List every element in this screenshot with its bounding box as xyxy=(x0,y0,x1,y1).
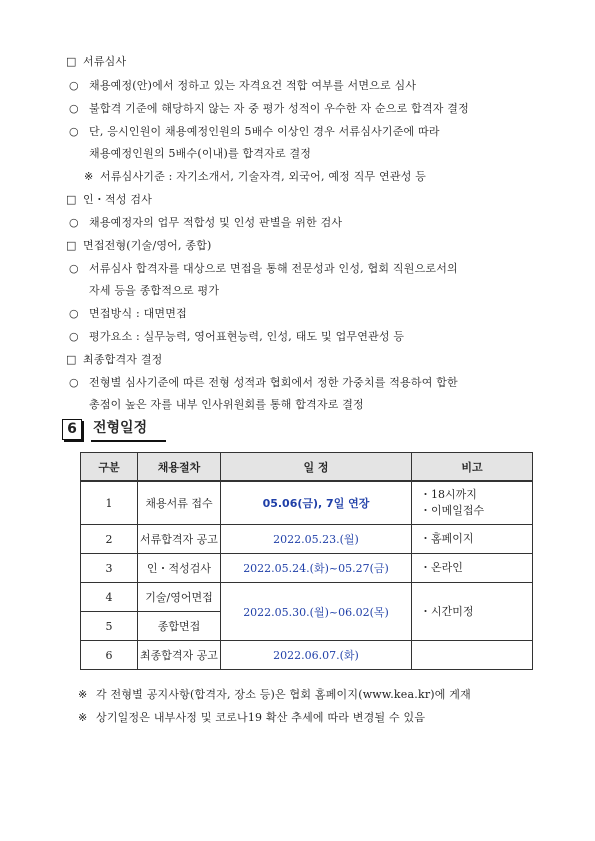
row-remarks: ・온라인 xyxy=(412,554,533,583)
section-title-schedule: 전형일정 xyxy=(93,420,148,436)
interview-line-3: 평가요소 : 실무능력, 영어표현능력, 인성, 태도 및 업무연관성 등 xyxy=(89,330,405,343)
row-number: 5 xyxy=(81,612,138,641)
circle-bullet-icon: ○ xyxy=(69,307,79,320)
circle-bullet-icon: ○ xyxy=(69,376,79,389)
header-procedure: 채용절차 xyxy=(138,453,221,482)
schedule-table xyxy=(80,452,533,670)
row-date: 2022.05.23.(월) xyxy=(221,525,412,554)
table-row xyxy=(81,481,533,525)
reference-mark-icon: ※ xyxy=(78,711,88,724)
square-bullet-icon: □ xyxy=(66,239,77,252)
square-bullet-icon: □ xyxy=(66,353,77,366)
section-title-underline xyxy=(91,440,166,442)
remark-line: ・이메일접수 xyxy=(420,504,485,517)
final-line-1a: 전형별 심사기준에 따른 전형 성적과 협회에서 정한 가중치를 적용하여 합한 xyxy=(89,376,458,389)
header-division: 구분 xyxy=(81,453,138,482)
row-procedure: 서류합격자 공고 xyxy=(138,525,221,554)
row-number: 2 xyxy=(81,525,138,554)
section-heading-document-screening: 서류심사 xyxy=(83,55,127,68)
table-header-row xyxy=(81,453,533,482)
circle-bullet-icon: ○ xyxy=(69,330,79,343)
circle-bullet-icon: ○ xyxy=(69,102,79,115)
row-date: 2022.05.24.(화)~05.27(금) xyxy=(221,554,412,583)
row-number: 4 xyxy=(81,583,138,612)
doc-screening-criteria-note: 서류심사기준 : 자기소개서, 기술자격, 외국어, 예정 직무 연관성 등 xyxy=(100,170,427,183)
row-number: 1 xyxy=(81,481,138,525)
header-remarks: 비고 xyxy=(412,453,533,482)
section-heading-final-decision: 최종합격자 결정 xyxy=(83,353,163,366)
interview-line-1b: 자세 등을 종합적으로 평가 xyxy=(89,284,220,297)
footnote-2: 상기일정은 내부사정 및 코로나19 확산 추세에 따라 변경될 수 있음 xyxy=(96,711,426,724)
circle-bullet-icon: ○ xyxy=(69,216,79,229)
doc-screening-line-3b: 채용예정인원의 5배수(이내)를 합격자로 결정 xyxy=(89,147,312,160)
table-row xyxy=(81,554,533,583)
row-procedure: 인・적성검사 xyxy=(138,554,221,583)
row-remarks: ・홈페이지 xyxy=(412,525,533,554)
row-remarks: ・시간미정 xyxy=(412,583,533,641)
reference-mark-icon: ※ xyxy=(78,688,88,701)
row-procedure: 기술/영어면접 xyxy=(138,583,221,612)
row-procedure: 최종합격자 공고 xyxy=(138,641,221,670)
row-procedure: 채용서류 접수 xyxy=(138,481,221,525)
final-line-1b: 총점이 높은 자를 내부 인사위원회를 통해 합격자로 결정 xyxy=(89,398,364,411)
row-remarks xyxy=(412,481,533,525)
doc-screening-line-1: 채용예정(안)에서 정하고 있는 자격요건 적합 여부를 서면으로 심사 xyxy=(89,79,417,92)
row-date: 05.06(금), 7일 연장 xyxy=(221,481,412,525)
row-date: 2022.06.07.(화) xyxy=(221,641,412,670)
doc-screening-line-2: 불합격 기준에 해당하지 않는 자 중 평가 성적이 우수한 자 순으로 합격자 결정 xyxy=(89,102,469,115)
remark-line: ・18시까지 xyxy=(420,488,477,501)
aptitude-line-1: 채용예정자의 업무 적합성 및 인성 판별을 위한 검사 xyxy=(89,216,343,229)
table-row xyxy=(81,525,533,554)
reference-mark-icon: ※ xyxy=(84,170,94,183)
row-remarks xyxy=(412,641,533,670)
header-schedule: 일 정 xyxy=(221,453,412,482)
doc-screening-line-3a: 단, 응시인원이 채용예정인원의 5배수 이상인 경우 서류심사기준에 따라 xyxy=(89,125,440,138)
table-row xyxy=(81,583,533,612)
circle-bullet-icon: ○ xyxy=(69,262,79,275)
circle-bullet-icon: ○ xyxy=(69,79,79,92)
row-procedure: 종합면접 xyxy=(138,612,221,641)
interview-line-2: 면접방식 : 대면면접 xyxy=(89,307,187,320)
section-heading-interview: 면접전형(기술/영어, 종합) xyxy=(83,239,212,252)
row-date: 2022.05.30.(월)~06.02(목) xyxy=(221,583,412,641)
interview-line-1a: 서류심사 합격자를 대상으로 면접을 통해 전문성과 인성, 협회 직원으로서의 xyxy=(89,262,458,275)
row-number: 6 xyxy=(81,641,138,670)
table-row xyxy=(81,641,533,670)
section-number-badge: 6 xyxy=(62,419,82,440)
circle-bullet-icon: ○ xyxy=(69,125,79,138)
footnote-1: 각 전형별 공지사항(합격자, 장소 등)은 협회 홈페이지(www.kea.kr)에 게재 xyxy=(96,688,471,701)
section-heading-aptitude-test: 인・적성 검사 xyxy=(83,193,153,206)
square-bullet-icon: □ xyxy=(66,55,77,68)
square-bullet-icon: □ xyxy=(66,193,77,206)
row-number: 3 xyxy=(81,554,138,583)
